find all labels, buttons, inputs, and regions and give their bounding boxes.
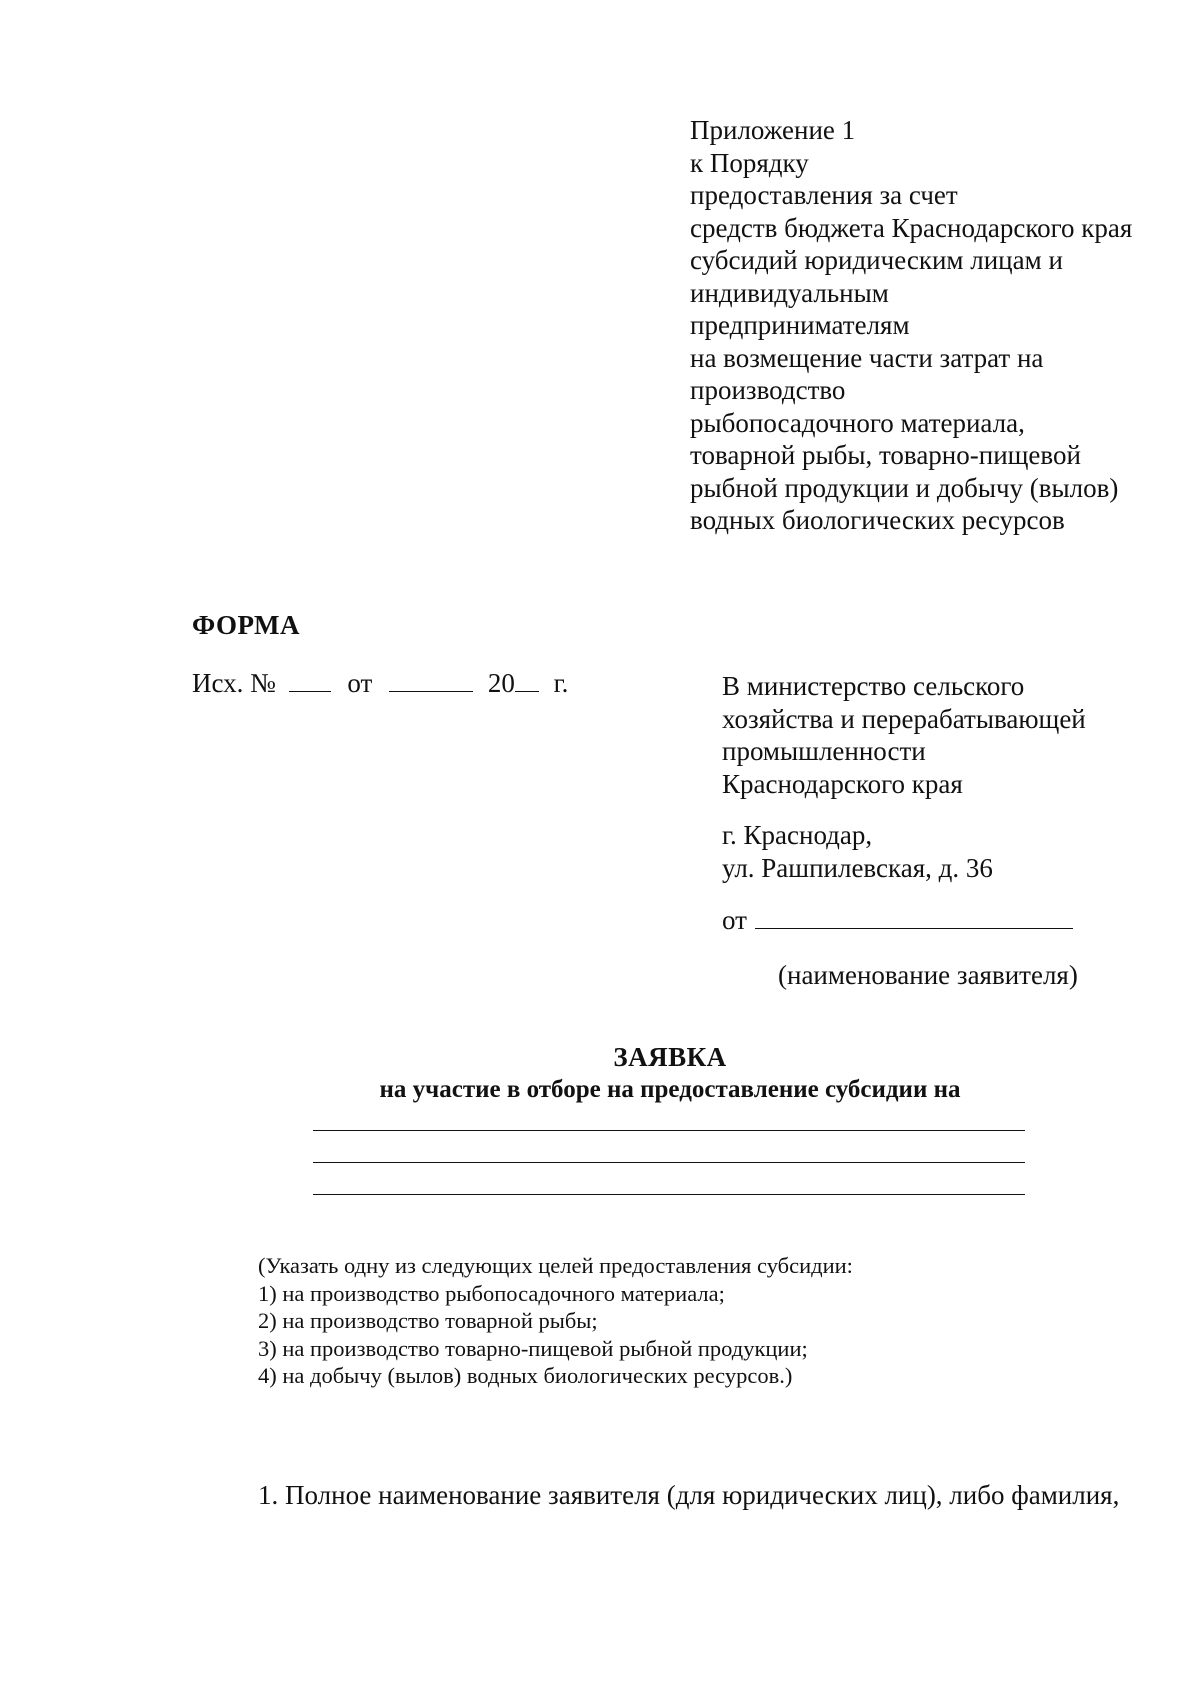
appendix-line: рыбопосадочного материала, (690, 407, 1025, 438)
appendix-header (690, 114, 1132, 537)
appendix-line: индивидуальным (690, 277, 889, 308)
goals-line: (Указать одну из следующих целей предоставления субсидии: (258, 1253, 853, 1278)
appendix-line: средств бюджета Краснодарского края (690, 212, 1133, 243)
recipient-line: хозяйства и перерабатывающей (722, 703, 1086, 734)
application-title: ЗАЯВКА (613, 1042, 727, 1072)
applicant-from-label: от (722, 905, 747, 935)
appendix-line: субсидий юридическим лицам и (690, 245, 1063, 275)
goals-line: 3) на производство товарно-пищевой рыбной продукции; (258, 1335, 808, 1361)
goals-line: 4) на добычу (вылов) водных биологических ресурсов.) (258, 1363, 793, 1388)
subsidy-goals-note (258, 1252, 853, 1390)
appendix-line: к Порядку (690, 147, 809, 178)
outgoing-prefix: Исх. № (192, 668, 276, 698)
appendix-line: предпринимателям (690, 310, 910, 340)
item-1-text: 1. Полное наименование заявителя (для юридических лиц), либо фамилия, (258, 1480, 1120, 1510)
applicant-name-blank (755, 908, 1073, 929)
applicant-row (722, 905, 1073, 936)
blank-line (313, 1194, 1025, 1195)
appendix-line: рыбной продукции и добычу (вылов) (690, 472, 1119, 503)
outgoing-number-row (192, 668, 568, 699)
outgoing-year-prefix: 20 (487, 668, 515, 698)
recipient-line: промышленности (722, 736, 926, 766)
recipient-line: В министерство сельского (722, 671, 1025, 701)
appendix-line: Приложение 1 (690, 115, 856, 145)
outgoing-number-blank (289, 671, 331, 692)
blank-line (313, 1130, 1025, 1131)
appendix-line: предоставления за счет (690, 180, 958, 210)
address-line: ул. Рашпилевская, д. 36 (722, 852, 993, 883)
form-label: ФОРМА (192, 610, 300, 640)
outgoing-year-blank (515, 671, 539, 692)
goals-line: 1) на производство рыбопосадочного материала; (258, 1280, 725, 1306)
goals-line: 2) на производство товарной рыбы; (258, 1308, 598, 1333)
appendix-line: на возмещение части затрат на (690, 342, 1044, 373)
application-subtitle: на участие в отборе на предоставление субсидии на (379, 1076, 961, 1103)
outgoing-from-word: от (347, 668, 373, 698)
address-block (722, 819, 993, 884)
applicant-caption: (наименование заявителя) (778, 960, 1078, 990)
recipient-block (722, 670, 1086, 800)
appendix-line: водных биологических ресурсов (690, 505, 1065, 535)
recipient-line: Краснодарского края (722, 768, 963, 799)
outgoing-year-suffix: г. (553, 668, 569, 698)
blank-line (313, 1162, 1025, 1163)
appendix-line: товарной рыбы, товарно-пищевой (690, 440, 1081, 470)
outgoing-date-blank (389, 671, 473, 692)
appendix-line: производство (690, 375, 846, 405)
address-line: г. Краснодар, (722, 820, 873, 850)
